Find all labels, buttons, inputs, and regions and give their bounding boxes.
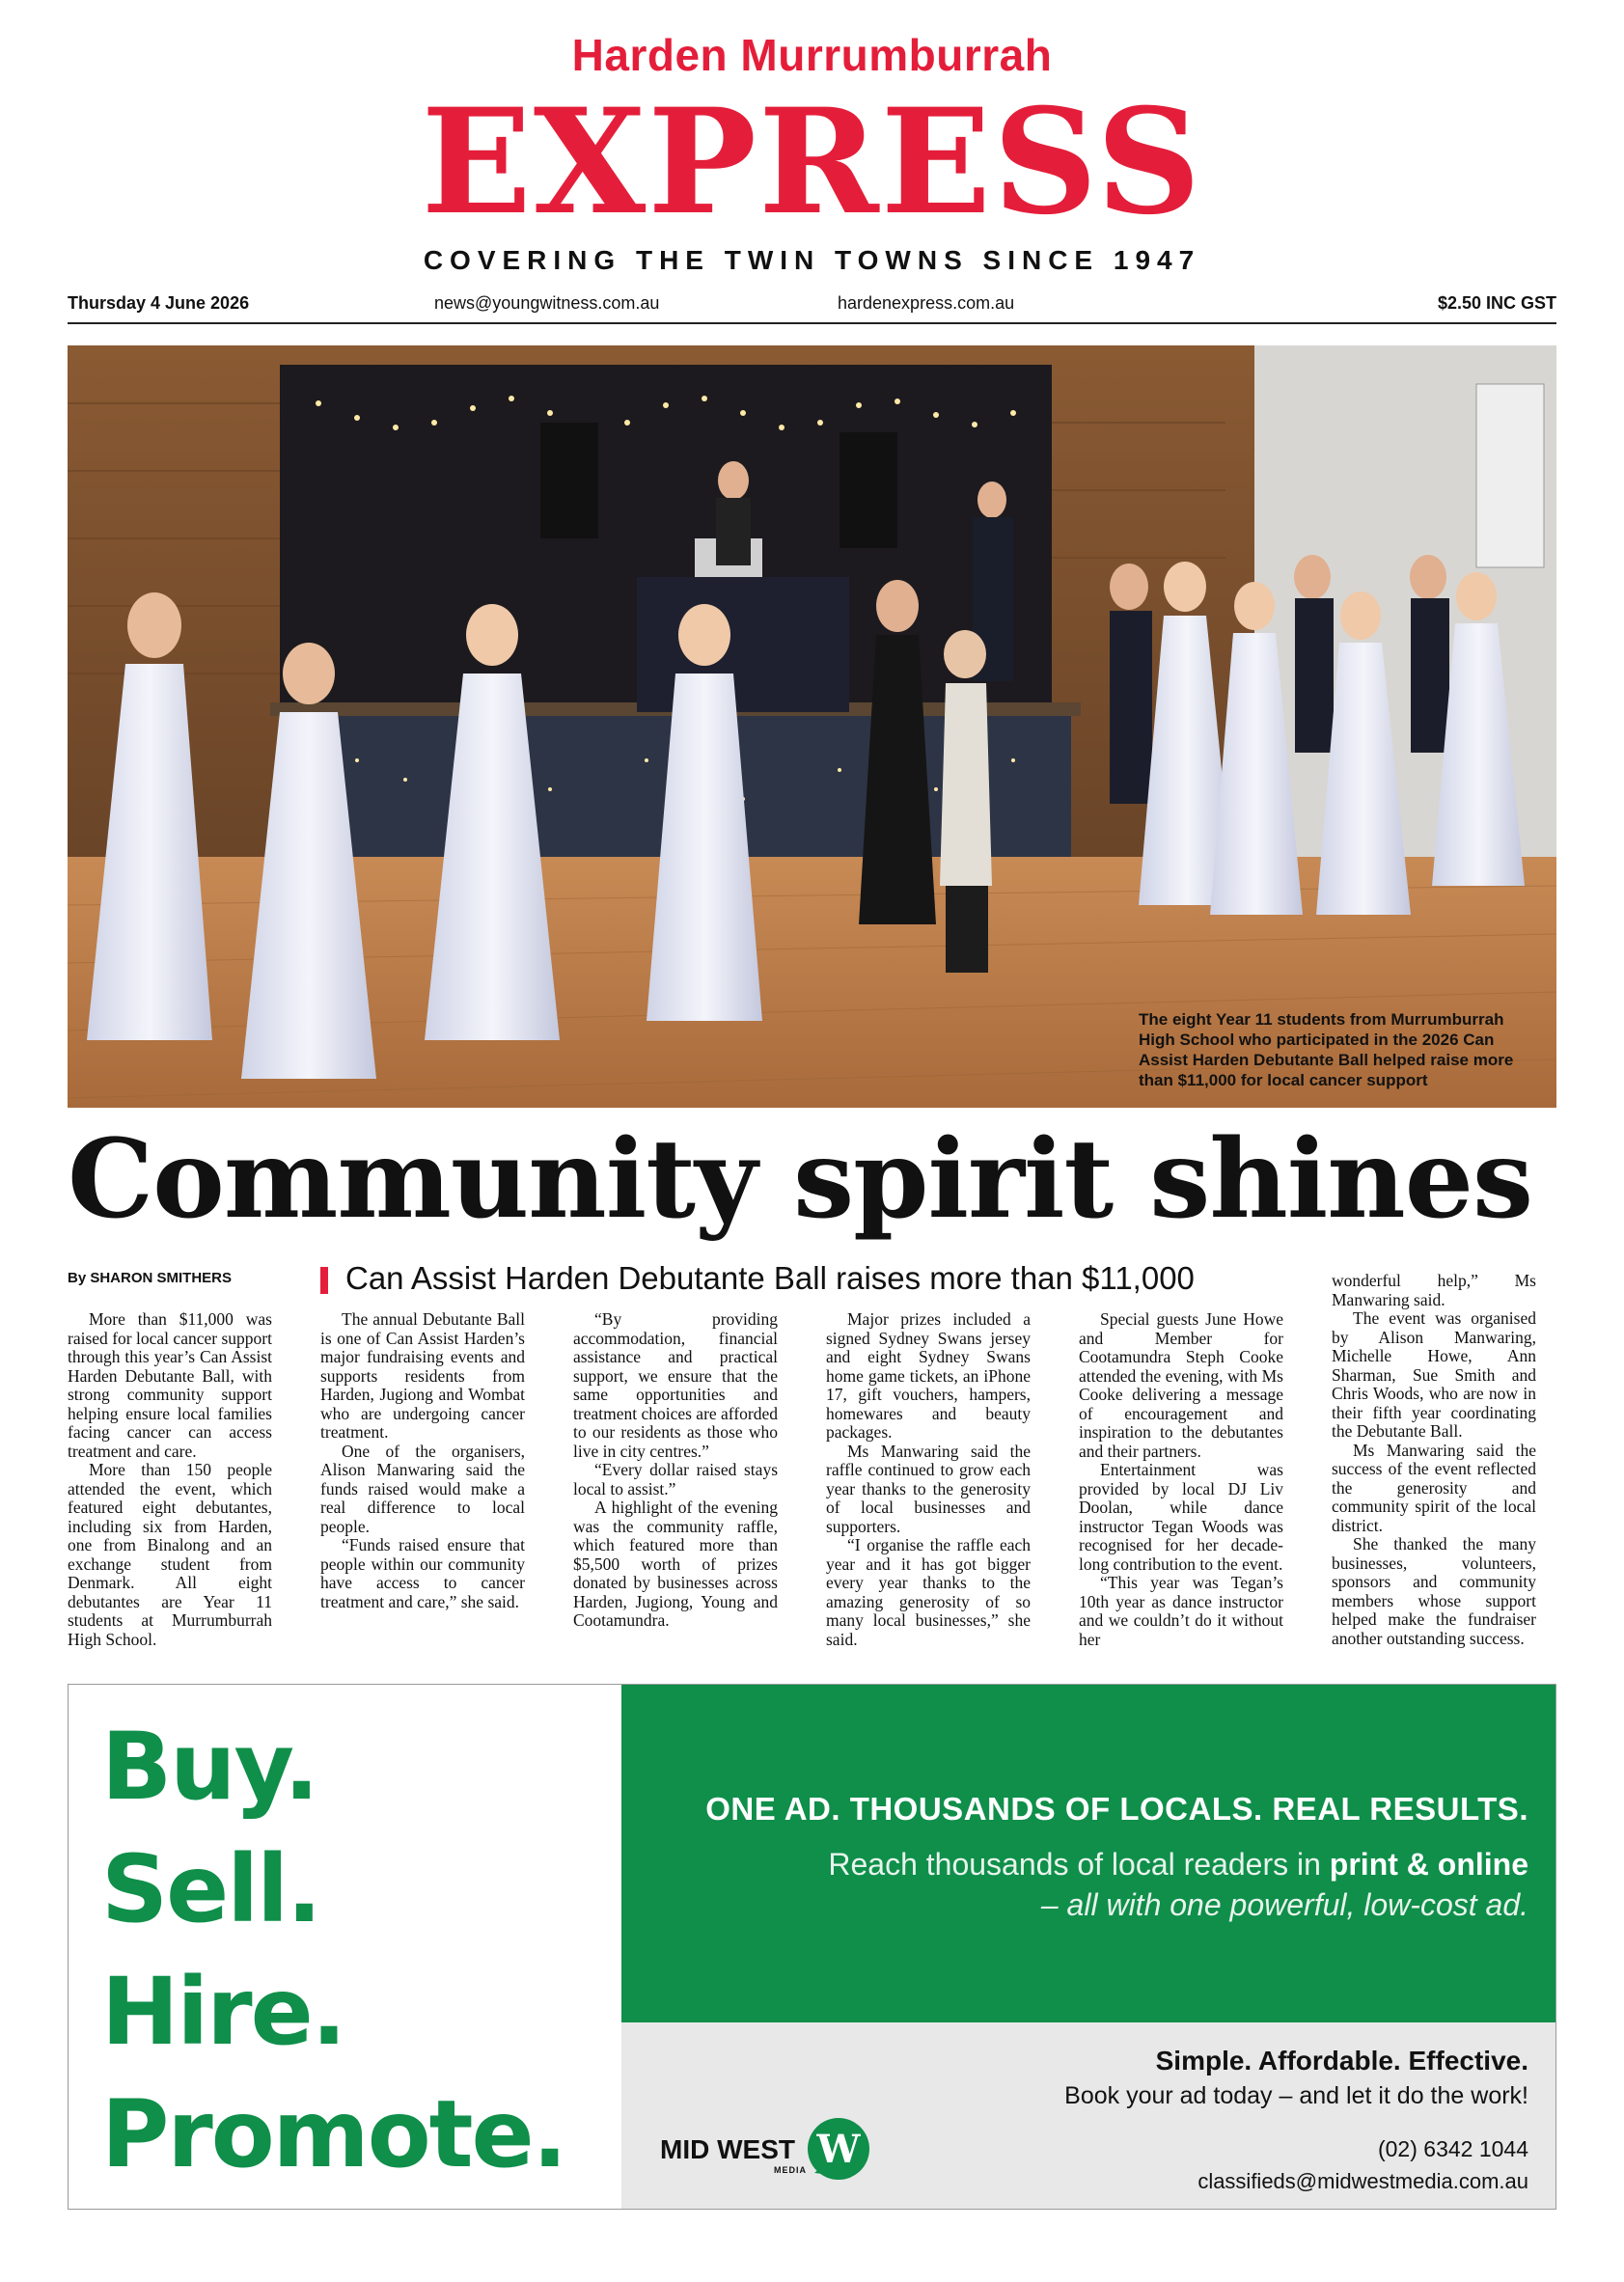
website-link[interactable]: hardenexpress.com.au: [838, 293, 1015, 313]
paragraph: “I organise the raffle each year and it has got bigger every year thanks to the amazing generosity of so many local businesses,” she said.: [826, 1535, 1031, 1649]
article-column-5: [1079, 1310, 1283, 1649]
ad-tagline: – all with one powerful, low-cost ad.: [1040, 1887, 1528, 1922]
ad-headline: ONE AD. THOUSANDS OF LOCALS. REAL RESULTS.: [705, 1791, 1528, 1827]
paragraph: Ms Manwaring said the success of the event reflected the generosity and community spirit of the local district.: [1332, 1440, 1536, 1535]
paragraph: Major prizes included a signed Sydney Swans jersey and eight Sydney Swans home game tickets, an iPhone 17, gift vouchers, hampers, homewares and beauty packages.: [826, 1309, 1031, 1442]
paragraph: She thanked the many businesses, volunteers, sponsors and community members whose support helped make the fundraiser another outstanding success.: [1332, 1534, 1536, 1648]
article-subhead: Can Assist Harden Debutante Ball raises more than $11,000: [345, 1260, 1195, 1296]
logo-subtext: MEDIA: [774, 2165, 807, 2175]
paragraph: A highlight of the evening was the community raffle, which featured more than $5,500 worth of prizes donated by businesses across Harden, Jugiong, Young and Cootamundra.: [573, 1498, 778, 1630]
paragraph: “Every dollar raised stays local to assist.”: [573, 1460, 778, 1498]
issue-date: Thursday 4 June 2026: [68, 293, 250, 313]
logo-wordmark: MID WEST: [660, 2134, 795, 2164]
masthead-divider: [68, 322, 1556, 324]
article-column-4: [826, 1310, 1031, 1649]
debutante-ball-photo: [68, 345, 1556, 1108]
paragraph: The annual Debutante Ball is one of Can Assist Harden’s major fundraising events and supports residents from Harden, Jugiong and Wombat who are undergoing cancer treatment.: [320, 1309, 525, 1442]
subhead-accent-bar: [320, 1267, 328, 1294]
ad-reach-prefix: Reach thousands of local readers in: [828, 1847, 1330, 1882]
article-byline: By SHARON SMITHERS: [68, 1270, 233, 1286]
article-headline: Community spirit shines: [68, 1116, 1533, 1243]
ad-call-to-action: Book your ad today – and let it do the work!: [1064, 2082, 1528, 2109]
photo-caption: The eight Year 11 students from Murrumburrah High School who participated in the 2026 Can Assist Harden Debutante Ball helped raise more than $11,000 for local cancer support: [1139, 1010, 1514, 1089]
ad-phone[interactable]: (02) 6342 1044: [1377, 2136, 1528, 2161]
ad-word-sell: Sell.: [101, 1835, 320, 1943]
ad-left-panel: [69, 1685, 621, 2209]
lead-photo: [68, 345, 1556, 1108]
classifieds-advertisement[interactable]: [68, 1684, 1556, 2210]
ad-word-buy: Buy.: [101, 1713, 317, 1821]
contact-email[interactable]: news@youngwitness.com.au: [434, 293, 660, 313]
logo-w-icon: [805, 2115, 872, 2183]
ad-slogan: Simple. Affordable. Effective.: [1155, 2046, 1528, 2076]
article-column-2: [320, 1310, 525, 1611]
masthead-top-line: Harden Murrumburrah: [571, 30, 1053, 80]
paragraph: “This year was Tegan’s 10th year as dance instructor and we couldn’t do it without her: [1079, 1573, 1283, 1649]
paragraph: “Funds raised ensure that people within our community have access to cancer treatment and care,” she said.: [320, 1535, 525, 1611]
paragraph: More than $11,000 was raised for local cancer support through this year’s Can Assist Harden Debutante Ball, with strong community support helping ensure local families facing cancer can access treatment and care.: [68, 1309, 272, 1461]
paragraph: One of the organisers, Alison Manwaring said the funds raised would make a real difference to local people.: [320, 1441, 525, 1536]
logo-letter: W: [816, 2127, 861, 2172]
masthead-title: EXPRESS: [421, 77, 1203, 247]
mid-west-media-logo: [660, 2109, 892, 2186]
ad-word-hire: Hire.: [101, 1958, 345, 2066]
info-bar: [68, 289, 1556, 318]
ad-green-panel: [621, 1685, 1555, 2022]
paragraph: More than 150 people attended the event, which featured eight debutantes, including six from Harden, one from Binalong and an exchange student from Denmark. All eight debutantes are Year 11 students at Murrumburrah High School.: [68, 1460, 272, 1649]
cover-price: $2.50 INC GST: [1437, 293, 1556, 313]
paragraph: wonderful help,” Ms Manwaring said.: [1332, 1271, 1536, 1309]
article-column-3: [573, 1310, 778, 1631]
ad-contact-panel: [621, 2022, 1555, 2209]
article-column-1: [68, 1310, 272, 1649]
masthead-tagline: COVERING THE TWIN TOWNS SINCE 1947: [423, 245, 1201, 275]
ad-reach-bold: print & online: [1329, 1847, 1528, 1882]
ad-word-promote: Promote.: [101, 2080, 566, 2188]
paragraph: Ms Manwaring said the raffle continued to grow each year thanks to the generosity of local businesses and supporters.: [826, 1441, 1031, 1536]
paragraph: The event was organised by Alison Manwaring, Michelle Howe, Ann Sharman, Sue Smith and Chris Woods, who are now in their fifth year coordinating the Debutante Ball.: [1332, 1308, 1536, 1441]
paragraph: “By providing accommodation, financial assistance and practical support, we ensure that the same opportunities and treatment choices are afforded to our residents as those who live in city centres.”: [573, 1309, 778, 1461]
paragraph: Entertainment was provided by local DJ Liv Doolan, while dance instructor Tegan Woods was recognised for her decade-long contribution to the event.: [1079, 1460, 1283, 1574]
ad-action-words: [101, 1706, 565, 2196]
ad-reach-line: [828, 1847, 1528, 1883]
ad-email[interactable]: classifieds@midwestmedia.com.au: [1197, 2169, 1528, 2193]
article-column-6: [1332, 1272, 1536, 1648]
paragraph: Special guests June Howe and Member for Cootamundra Steph Cooke attended the evening, with Ms Cooke delivering a message of encouragement and inspiration to the debutantes and their partners.: [1079, 1309, 1283, 1461]
